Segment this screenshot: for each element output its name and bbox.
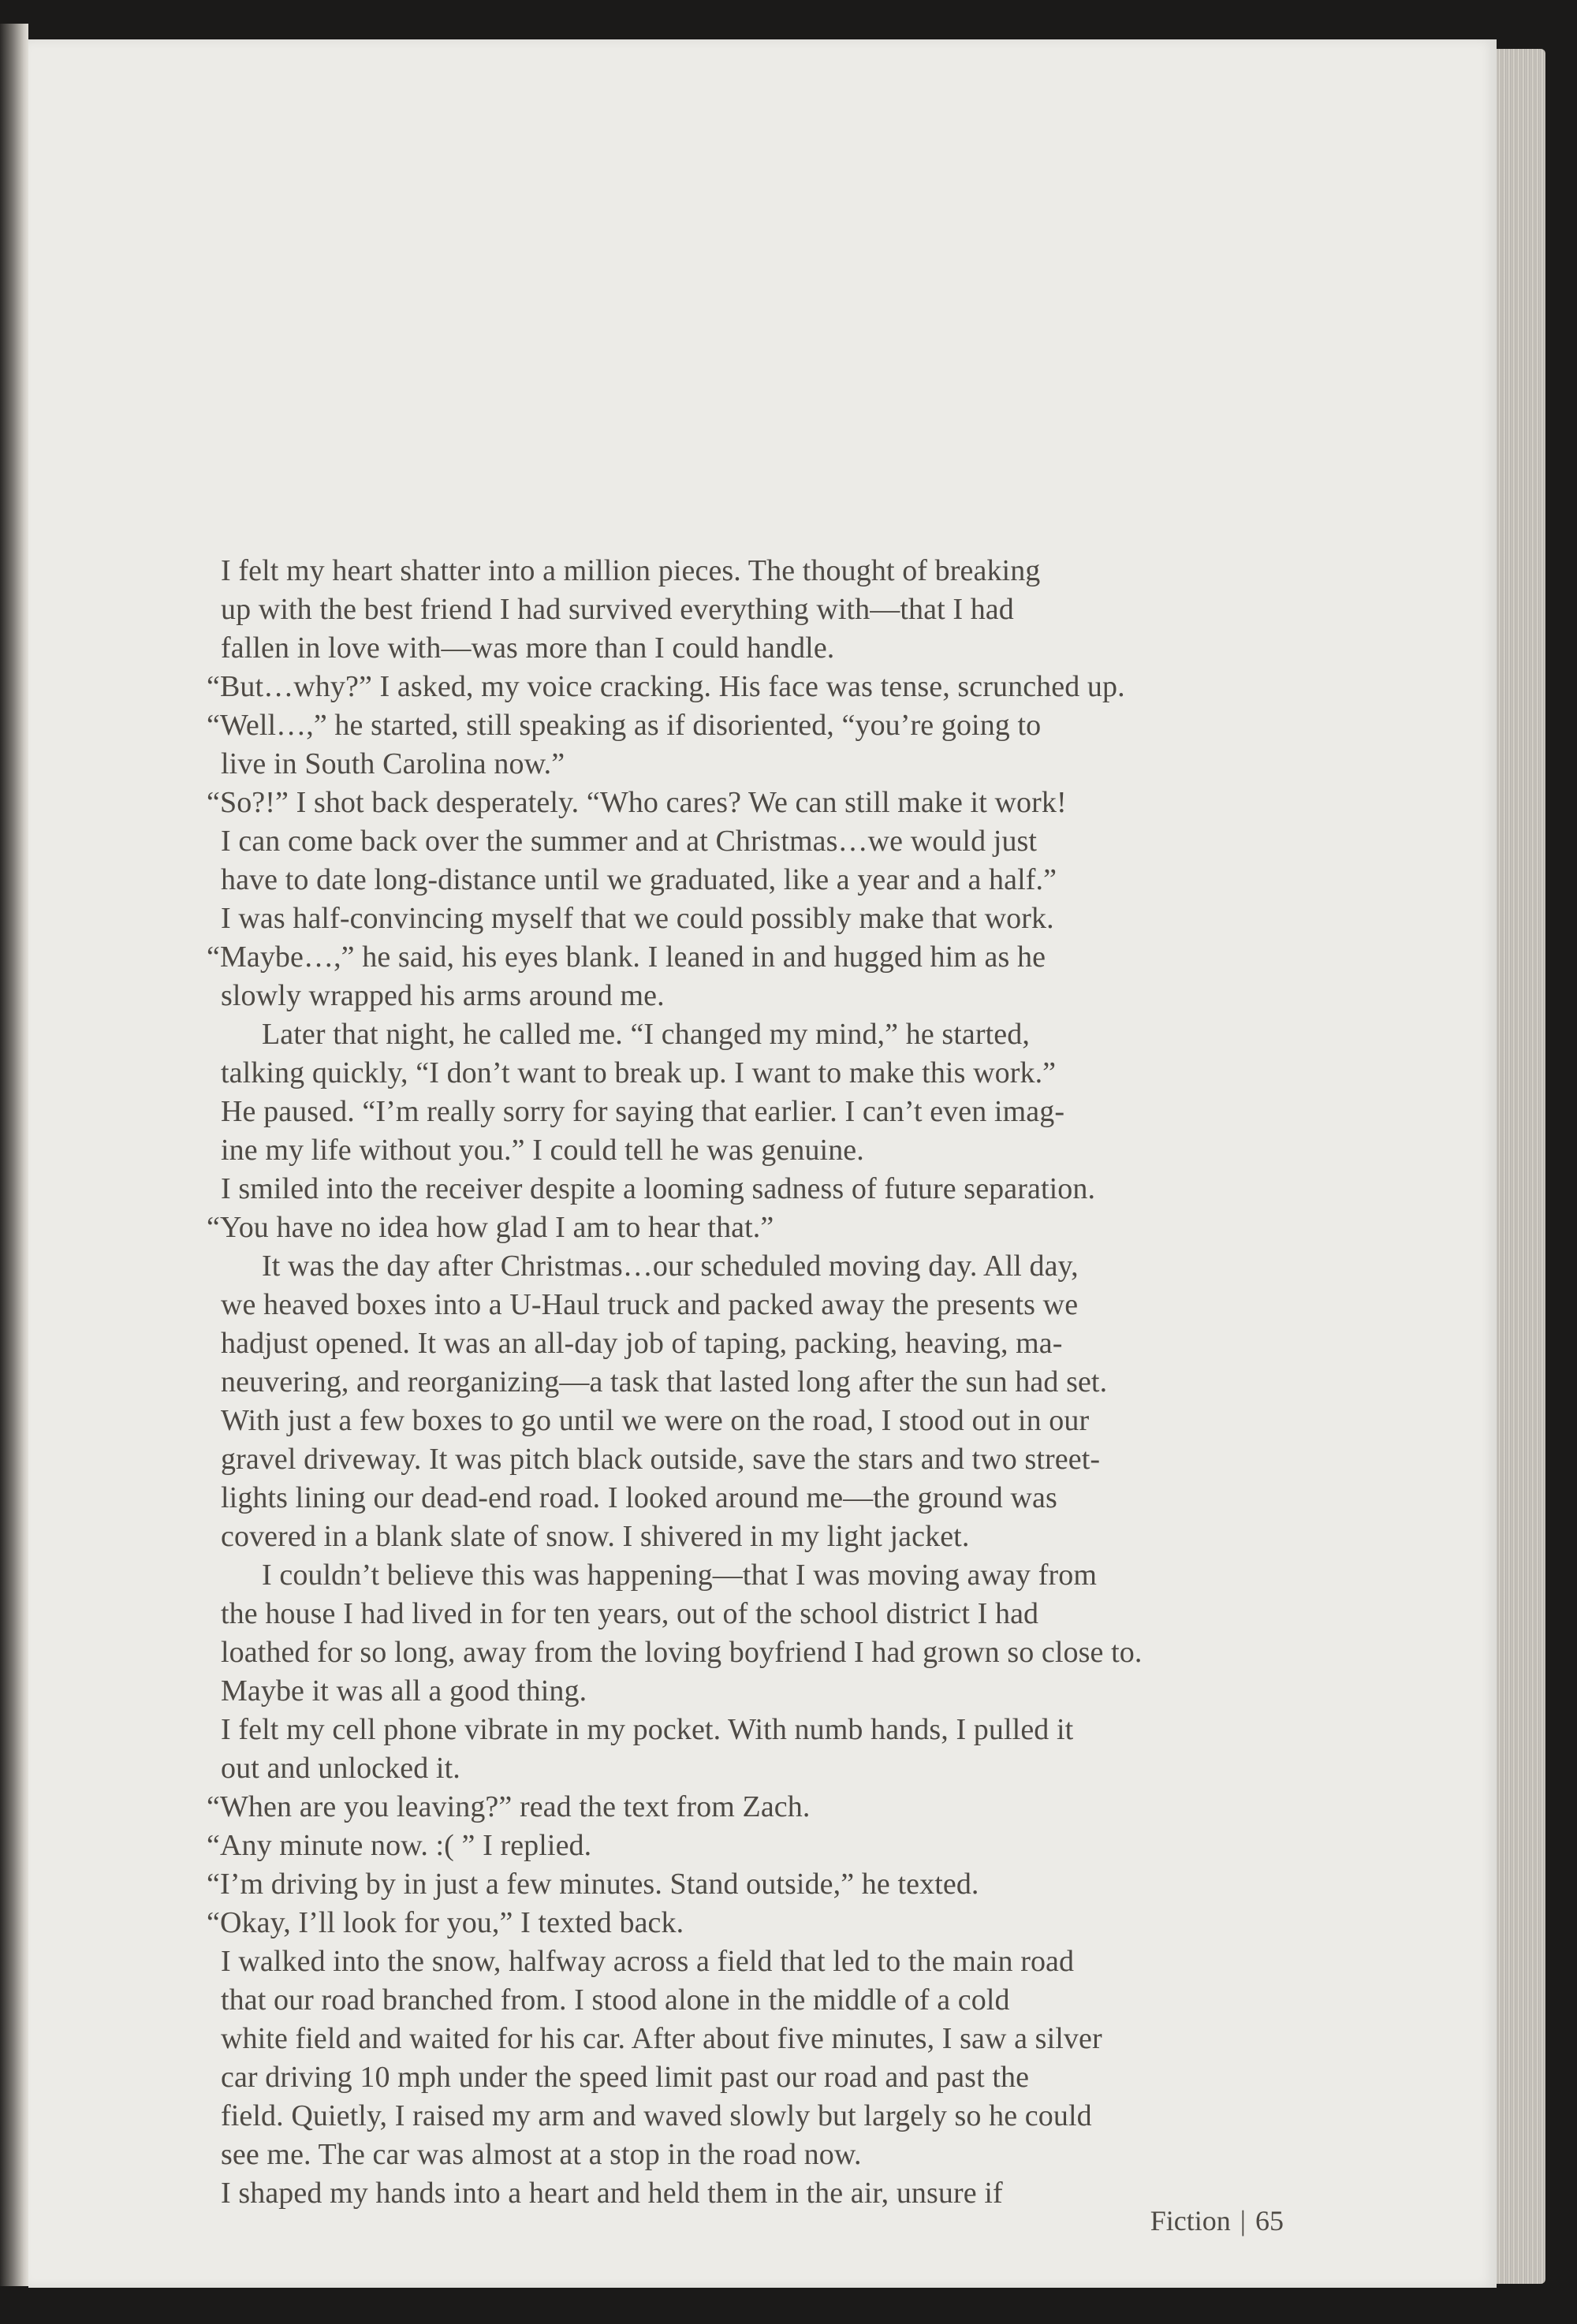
text-line: talking quickly, “I don’t want to break up. I want to make this work.” xyxy=(221,1056,1057,1089)
text-line: He paused. “I’m really sorry for saying that earlier. I can’t even imag- xyxy=(221,1095,1065,1128)
text-line: With just a few boxes to go until we were on the road, I stood out in our xyxy=(221,1404,1090,1437)
text-line: the house I had lived in for ten years, out of the school district I had xyxy=(221,1597,1039,1630)
text-line: Maybe it was all a good thing. xyxy=(221,1674,587,1708)
footer-separator: | xyxy=(1240,2205,1246,2236)
text-line: I couldn’t believe this was happening—that I was moving away from xyxy=(262,1559,1097,1592)
text-line: ine my life without you.” I could tell he was genuine. xyxy=(221,1134,864,1167)
text-line: gravel driveway. It was pitch black outside, save the stars and two street- xyxy=(221,1443,1101,1476)
text-line: out and unlocked it. xyxy=(221,1752,460,1785)
text-line: I felt my cell phone vibrate in my pocket. With numb hands, I pulled it xyxy=(221,1713,1074,1746)
text-line: It was the day after Christmas…our scheduled moving day. All day, xyxy=(262,1250,1079,1283)
text-line: I felt my heart shatter into a million pieces. The thought of breaking xyxy=(221,554,1041,587)
text-line: I smiled into the receiver despite a looming sadness of future separation. xyxy=(221,1172,1096,1205)
text-line: hadjust opened. It was an all-day job of taping, packing, heaving, ma- xyxy=(221,1327,1063,1360)
text-line: have to date long-distance until we graduated, like a year and a half.” xyxy=(221,863,1057,896)
text-line: “Maybe…,” he said, his eyes blank. I leaned in and hugged him as he xyxy=(207,940,1046,974)
text-line: I walked into the snow, halfway across a field that led to the main road xyxy=(221,1945,1075,1978)
text-line: field. Quietly, I raised my arm and waved slowly but largely so he could xyxy=(221,2099,1092,2132)
text-line: “You have no idea how glad I am to hear that.” xyxy=(207,1211,774,1244)
text-line: “Any minute now. :( ” I replied. xyxy=(207,1829,592,1862)
text-line: loathed for so long, away from the loving boyfriend I had grown so close to. xyxy=(221,1636,1143,1669)
text-line: car driving 10 mph under the speed limit past our road and past the xyxy=(221,2061,1030,2094)
page-footer xyxy=(1150,2204,1284,2237)
text-line: I was half-convincing myself that we could possibly make that work. xyxy=(221,902,1054,935)
text-line: white field and waited for his car. After about five minutes, I saw a silver xyxy=(221,2022,1102,2055)
text-line: “Well…,” he started, still speaking as if disoriented, “you’re going to xyxy=(207,709,1042,742)
section-name: Fiction xyxy=(1150,2205,1231,2236)
text-line: “So?!” I shot back desperately. “Who cares? We can still make it work! xyxy=(207,786,1067,819)
page-number: 65 xyxy=(1255,2205,1284,2236)
text-line: I can come back over the summer and at Christmas…we would just xyxy=(221,825,1038,858)
text-line: “Okay, I’ll look for you,” I texted back. xyxy=(207,1906,684,1939)
text-line: lights lining our dead-end road. I looked around me—the ground was xyxy=(221,1481,1057,1514)
text-line: “But…why?” I asked, my voice cracking. His face was tense, scrunched up. xyxy=(207,670,1125,703)
text-line: covered in a blank slate of snow. I shivered in my light jacket. xyxy=(221,1520,970,1553)
text-line: fallen in love with—was more than I could handle. xyxy=(221,631,835,665)
text-line: “I’m driving by in just a few minutes. Stand outside,” he texted. xyxy=(207,1868,979,1901)
text-line: live in South Carolina now.” xyxy=(221,747,565,780)
text-line: slowly wrapped his arms around me. xyxy=(221,979,665,1012)
text-line: that our road branched from. I stood alone in the middle of a cold xyxy=(221,1983,1010,2017)
text-line: Later that night, he called me. “I changed my mind,” he started, xyxy=(262,1018,1030,1051)
text-line: up with the best friend I had survived everything with—that I had xyxy=(221,593,1014,626)
text-line: I shaped my hands into a heart and held them in the air, unsure if xyxy=(221,2177,1003,2210)
text-line: we heaved boxes into a U-Haul truck and packed away the presents we xyxy=(221,1288,1079,1321)
book-page xyxy=(28,39,1497,2288)
text-line: neuvering, and reorganizing—a task that lasted long after the sun had set. xyxy=(221,1365,1108,1398)
text-line: see me. The car was almost at a stop in the road now. xyxy=(221,2138,862,2171)
story-text xyxy=(207,552,1309,2213)
text-line: “When are you leaving?” read the text from Zach. xyxy=(207,1790,811,1823)
book-spine-shadow xyxy=(0,24,28,2286)
